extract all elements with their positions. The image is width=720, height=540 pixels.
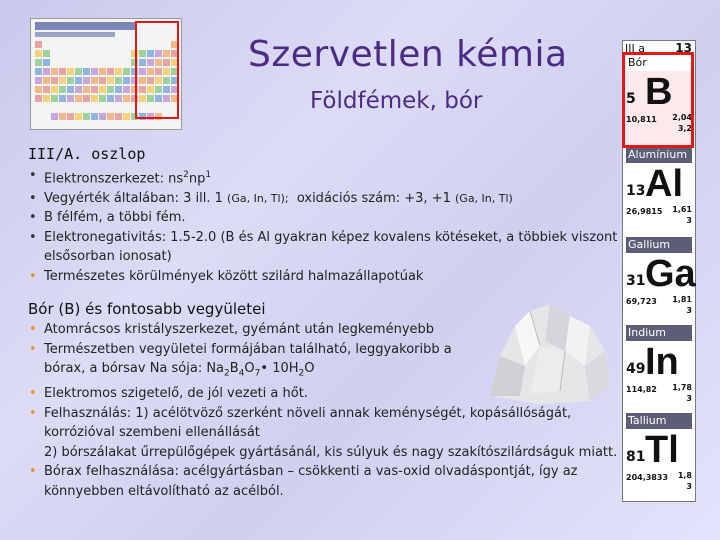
thumb-cell [107,95,114,102]
thumb-cell [115,68,122,75]
thumb-header-bar [35,22,135,30]
section1-list [28,166,628,286]
thumb-highlight-frame [135,21,179,119]
element-card-gallium [623,237,695,328]
atomic-number: 5 [626,91,636,107]
thumb-cell [91,86,98,93]
thumb-cell [91,95,98,102]
thumb-subheader-bar [35,32,115,37]
thumb-cell [43,50,50,57]
thumb-cell [107,86,114,93]
thumb-cell [99,95,106,102]
thumb-cell [99,77,106,84]
thumb-cell [99,113,106,120]
thumb-cell [99,68,106,75]
thumb-cell [43,77,50,84]
thumb-cell [123,77,130,84]
element-name: Tallium [626,413,692,429]
thumb-cell [123,95,130,102]
list-item: • Felhasználás: 1) acélötvöző szerként növeli annak keménységét, kopásállóságát, korrózióval szembeni ellenállását 2) bórszálakat űrrepülőgépek gyártásánál, kis súlyuk és nagy szakítószilárdságuk miatt. [28,404,618,463]
thumb-cell [51,113,58,120]
thumb-cell [75,86,82,93]
element-symbol: In [645,341,679,383]
list-item: • Atomrácsos kristályszerkezet, gyémánt után legkeményebb [28,320,618,340]
thumb-cell [75,77,82,84]
thumb-cell [123,68,130,75]
thumb-cell [35,77,42,84]
thumb-cell [91,68,98,75]
thumb-cell [91,77,98,84]
element-name: Bór [626,55,692,71]
element-name: Alumínium [626,147,692,163]
list-item: • Bórax felhasználása: acélgyártásban – csökkenti a vas-oxid olvadáspontját, így az könnyebben eltávolítható az acélból. [28,462,618,501]
list-item: • B félfém, a többi fém. [28,208,628,228]
thumb-cell [35,41,42,48]
thumb-cell [75,95,82,102]
thumb-cell [67,86,74,93]
periodic-table-thumbnail [30,18,182,130]
electronegativity: 1,61 [672,205,692,214]
group-label: III a [625,42,645,55]
thumb-cell [35,68,42,75]
element-name: Gallium [626,237,692,253]
thumb-cell [43,95,50,102]
list-item: • Természetben vegyületei formájában található, leggyakoribb a bórax, a bórsav Na sója: $Na_2B_4O_7•$ $10H_2O$ [28,340,618,385]
thumb-cell [51,68,58,75]
electronegativity: 1,81 [672,295,692,304]
atomic-number: 13 [626,183,646,199]
element-card-indium [623,325,695,416]
atomic-mass: 69,723 [626,297,657,306]
slide-subtitle: Földfémek, bór [310,88,483,114]
thumb-cell [59,77,66,84]
thumb-cell [51,86,58,93]
list-item: • Elektronegativitás: 1.5-2.0 (B és Al gyakran képez kovalens kötéseket, a többiek viszont elsősorban ionosat) [28,228,628,267]
thumb-cell [115,113,122,120]
element-symbol: Al [645,163,683,205]
atomic-mass: 26,9815 [626,207,663,216]
list-item: • Vegyérték általában: 3 ill. 1 (Ga, In, Tl); oxidációs szám: +3, +1 (Ga, In, Tl) [28,189,628,209]
electronegativity: 1,78 [672,383,692,392]
electronegativity: 2,04 [672,113,692,122]
thumb-cell [107,77,114,84]
thumb-cell [67,95,74,102]
thumb-cell [83,77,90,84]
element-symbol: B [645,71,673,113]
thumb-cell [35,50,42,57]
thumb-cell [83,68,90,75]
thumb-cell [59,95,66,102]
thumb-cell [123,86,130,93]
section1-heading: III/A. oszlop [28,145,146,163]
thumb-cell [43,86,50,93]
thumb-cell [67,68,74,75]
element-symbol: Ga [645,253,696,295]
atomic-mass: 114,82 [626,385,657,394]
element-symbol: Tl [645,429,679,471]
slide-title: Szervetlen kémia [248,34,568,75]
oxidation-states: 3 [686,482,692,491]
section2-heading: Bór (B) és fontosabb vegyületei [28,300,266,318]
thumb-cell [51,77,58,84]
element-card-aluminium [623,147,695,238]
oxidation-states: 3,2 [677,124,692,133]
element-card-thallium [623,413,695,504]
thumb-cell [83,86,90,93]
thumb-cell [43,68,50,75]
thumb-cell [35,86,42,93]
thumb-cell [115,95,122,102]
oxidation-states: 3 [686,306,692,315]
thumb-cell [67,113,74,120]
element-name: Indium [626,325,692,341]
atomic-number: 31 [626,273,646,289]
thumb-cell [107,113,114,120]
group-number: 13 [675,41,692,55]
atomic-number: 49 [626,361,646,377]
list-item: • Elektromos szigetelő, de jól vezeti a hőt. [28,384,618,404]
list-item: • Természetes körülmények között szilárd halmazállapotúak [28,267,628,287]
thumb-cell [35,59,42,66]
thumb-cell [59,86,66,93]
boron-highlight-frame [622,52,694,148]
atomic-mass: 204,3833 [626,473,669,482]
borax-crystal-photo [480,296,615,406]
thumb-cell [91,113,98,120]
thumb-cell [99,86,106,93]
thumb-cell [75,68,82,75]
atomic-number: 81 [626,449,646,465]
thumb-cell [59,68,66,75]
oxidation-states: 3 [686,394,692,403]
thumb-cell [107,68,114,75]
electronegativity: 1,8 [677,471,692,480]
thumb-cell [51,95,58,102]
list-item: • Elektronszerkezet: $ns^2np^1$ [28,166,628,189]
oxidation-states: 3 [686,216,692,225]
thumb-cell [83,113,90,120]
thumb-cell [35,95,42,102]
thumb-cell [75,113,82,120]
thumb-cell [59,113,66,120]
thumb-cell [115,86,122,93]
thumb-cell [67,77,74,84]
thumb-cell [123,113,130,120]
thumb-cell [43,59,50,66]
thumb-cell [115,77,122,84]
atomic-mass: 10,811 [626,115,657,124]
thumb-cell [83,95,90,102]
